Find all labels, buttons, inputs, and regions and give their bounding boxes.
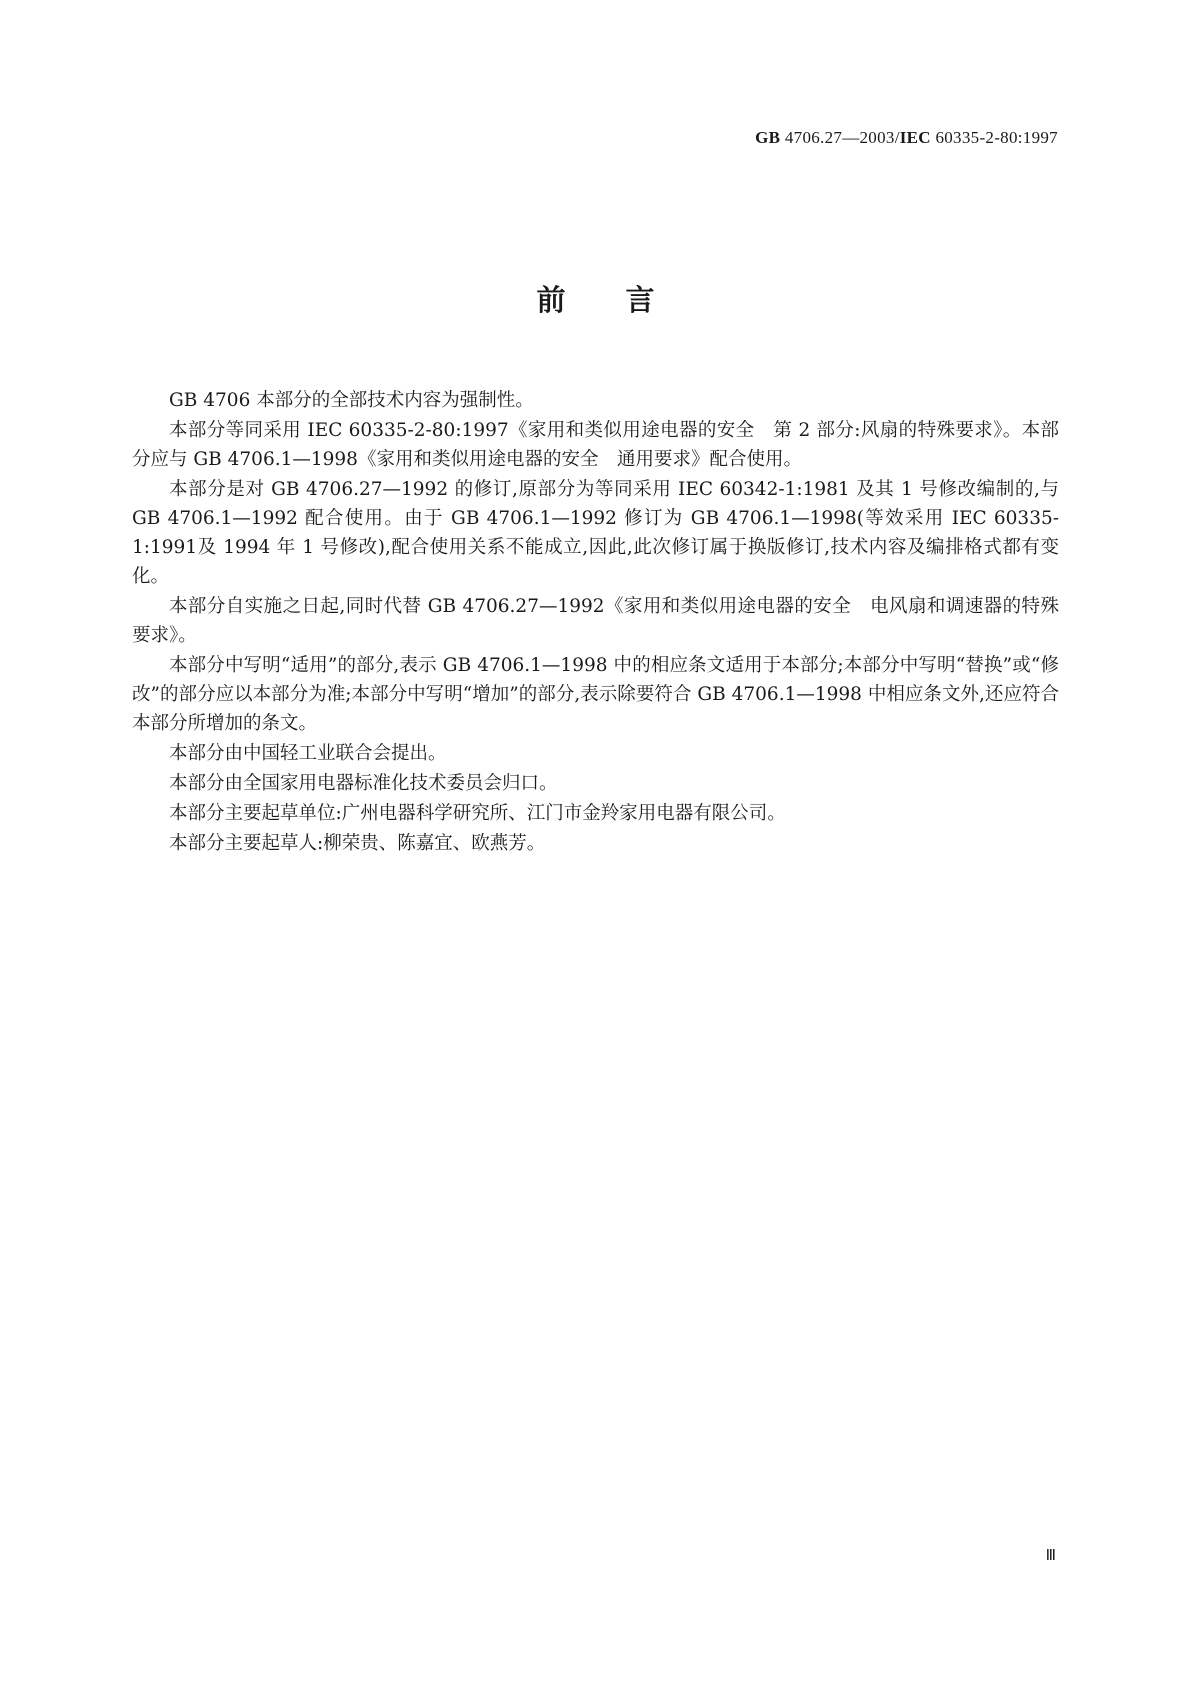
gb-prefix: GB: [755, 128, 781, 147]
paragraph-1: GB 4706 本部分的全部技术内容为强制性。: [169, 390, 534, 411]
iec-number: 60335-2-80:1997: [930, 128, 1058, 147]
paragraph-2: 本部分等同采用 IEC 60335-2-80:1997《家用和类似用途电器的安全 第 2 部分:风扇的特殊要求》。本部分应与 GB 4706.1—1998《家用和类似用途电器的安全 通用要求》配合使用。: [132, 420, 1059, 470]
standard-code-header: [755, 128, 1058, 148]
paragraph-8: 本部分主要起草单位:广州电器科学研究所、江门市金羚家用电器有限公司。: [169, 803, 786, 824]
paragraph-6: 本部分由中国轻工业联合会提出。: [169, 743, 447, 764]
paragraph-4: 本部分自实施之日起,同时代替 GB 4706.27—1992《家用和类似用途电器的安全 电风扇和调速器的特殊要求》。: [132, 596, 1059, 646]
page-title: 前言: [536, 283, 715, 317]
page-number: Ⅲ: [1045, 1548, 1056, 1564]
gb-number: 4706.27—2003/: [780, 128, 900, 147]
iec-prefix: IEC: [899, 128, 931, 147]
paragraph-3: 本部分是对 GB 4706.27—1992 的修订,原部分为等同采用 IEC 60342-1:1981 及其 1 号修改编制的,与 GB 4706.1—1992 配合使用。由于 GB 4706.1—1992 修订为 GB 4706.1—1998(等效采用 IEC 60335-1:1991及 1994 年 1 号修改),配合使用关系不能成立,因此,此次修订属于换版修订,技术内容及编排格式都有变化。: [132, 479, 1059, 587]
paragraph-5: 本部分中写明“适用”的部分,表示 GB 4706.1—1998 中的相应条文适用于本部分;本部分中写明“替换”或“修改”的部分应以本部分为准;本部分中写明“增加”的部分,表示除要符合 GB 4706.1—1998 中相应条文外,还应符合本部分所增加的条文。: [132, 655, 1059, 734]
paragraph-7: 本部分由全国家用电器标准化技术委员会归口。: [169, 773, 558, 794]
paragraph-9: 本部分主要起草人:柳荣贵、陈嘉宜、欧燕芳。: [169, 833, 546, 854]
preface-body: [132, 386, 1059, 859]
